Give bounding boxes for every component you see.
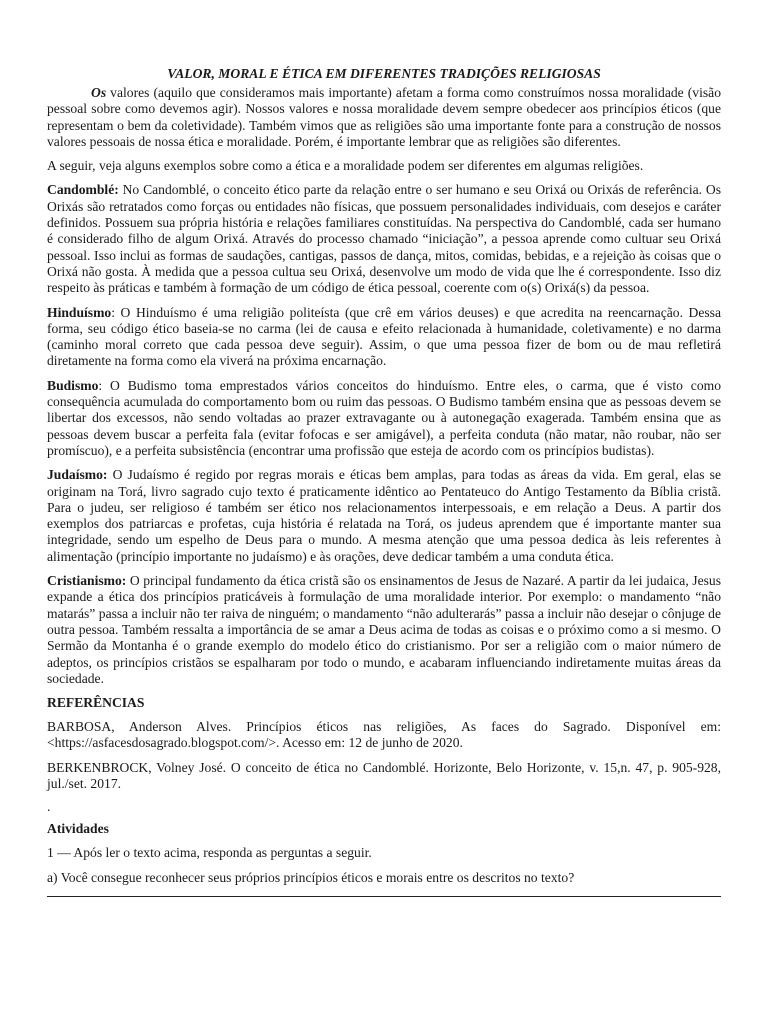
answer-line[interactable]: [47, 896, 721, 897]
intro-paragraph: [47, 85, 721, 150]
reference-item: BARBOSA, Anderson Alves. Princípios éticos nas religiões, As faces do Sagrado. Disponível em:<https://asfacesdosagrado.blogspot.com/>. Acesso em: 12 de junho de 2020.: [47, 719, 721, 751]
section-text-judaismo: O Judaísmo é regido por regras morais e éticas bem amplas, para todas as áreas da vida. Em geral, elas se originam na Torá, livro sagrado cujo texto é praticamente idêntico ao Pentateuco do Antigo Testamento da Bíblia cristã. Para o judeu, ser religioso é também ser ético nos relacionamentos interpessoais, e em relação a Deus. A partir dos exemplos dos patriarcas e profetas, cuja história é relatada na Torá, os judeus aprendem que é importante manter sua integridade, sendo um espelho de Deus para o mundo. A mesma atenção que uma pessoa dedica às leis referentes à alimentação (princípio importante no judaísmo) e às orações, deve dedicar também a uma conduta ética.: [47, 467, 721, 564]
section-heading-judaismo: Judaísmo:: [47, 467, 108, 483]
section-text-candomble: No Candomblé, o conceito ético parte da relação entre o ser humano e seu Orixá ou Orixás de referência. Os Orixás são retratados como forças ou entidades não físicas, que possuem personalidades individuais, com desejos e caráter definidos. Possuem sua própria história e relações familiares constituídas. Na perspectiva do Candomblé, cada ser humano é considerado filho de algum Orixá. Através do processo chamado “iniciação”, a pessoa aprende como cultuar seu Orixá pessoal. Isso inclui as formas de saudações, cantigas, passos de dança, mitos, comidas, bebidas, e a rejeição às coisas que o Orixá não gosta. À medida que a pessoa cultua seu Orixá, desenvolve um modo de vida que lhe é correspondente. Isso diz respeito às práticas e também à formação de um código de ética pessoal, coerente com o(s) Orixá(s) da pessoa.: [47, 182, 721, 296]
question-a: a) Você consegue reconhecer seus próprios princípios éticos e morais entre os descritos no texto?: [47, 869, 575, 885]
intro-text: valores (aquilo que consideramos mais importante) afetam a forma como construímos nossa moralidade (visão pessoal sobre como devemos agir). Nossos valores e nossa moralidade devem sempre obedecer aos princípios éticos (que representam o bem da coletividade). Também vimos que as religiões são uma importante fonte para a construção de nossos valores pessoais de nossa ética e moralidade. Porém, é importante lembrar que as religiões são diferentes.: [47, 85, 721, 149]
references-heading: REFERÊNCIAS: [47, 695, 145, 711]
section-judaismo: [47, 467, 721, 565]
section-budismo: [47, 378, 721, 459]
section-text-cristianismo: O principal fundamento da ética cristã são os ensinamentos de Jesus de Nazaré. A partir da lei judaica, Jesus expande a ética dos princípios praticáveis à formulação de uma moralidade interior. Por exemplo: o mandamento “não matarás” passa a incluir não ter raiva de ninguém; o mandamento “não adulterarás” passa a incluir não desejar o cônjuge de outra pessoa. Também ressalta a importância de se amar a Deus acima de todas as coisas e o próximo como a si mesmo. O Sermão da Montanha é o grande exemplo do modelo ético do cristianismo. Por ser a religião com o maior número de adeptos, os princípios cristãos se espalharam por todo o mundo, e acabaram influenciando indiretamente muitas áreas da sociedade.: [47, 573, 721, 686]
activity-intro: 1 — Após ler o texto acima, responda as perguntas a seguir.: [47, 845, 372, 861]
intro-lead-word: Os: [91, 85, 107, 100]
section-heading-candomble: Candomblé:: [47, 182, 119, 198]
section-hinduismo: [47, 305, 721, 370]
reference-item: BERKENBROCK, Volney José. O conceito de ética no Candomblé. Horizonte, Belo Horizonte, v. 15,n. 47, p. 905-928, jul./set. 2017.: [47, 759, 721, 791]
document-title: VALOR, MORAL E ÉTICA EM DIFERENTES TRADIÇÕES RELIGIOSAS: [167, 66, 601, 81]
section-text-budismo: : O Budismo toma emprestados vários conceitos do hinduísmo. Entre eles, o carma, que é visto como consequência acumulada do comportamento bom ou ruim das pessoas. O Budismo também ensina que as pessoas devem se libertar dos excessos, não sendo voltadas ao prazer extravagante ou à autonegação exagerada. Também ensina que as pessoas devem buscar a perfeita fala (evitar fofocas e ser amigável), a perfeita conduta (não matar, não roubar, não ser promíscuo), e a perfeita subsistência (encontrar uma profissão que esteja de acordo com os princípios budistas).: [47, 377, 721, 458]
section-text-hinduismo: : O Hinduísmo é uma religião politeísta (que crê em vários deuses) e que acredita na reencarnação. Dessa forma, seu código ético baseia-se no carma (lei de causa e efeito relacionada à humanidade, coletivamente) e no darma (caminho moral correto que cada pessoa deve seguir). Assim, o que uma pessoa fizer de bom ou de mau refletirá diretamente na forma como ela viverá na próxima encarnação.: [47, 304, 721, 369]
document-page: [47, 64, 721, 897]
section-heading-cristianismo: Cristianismo:: [47, 573, 127, 589]
section-heading-hinduismo: Hinduísmo: [47, 304, 112, 320]
lead-in-paragraph: A seguir, veja alguns exemplos sobre como a ética e a moralidade podem ser diferentes em algumas religiões.: [47, 158, 644, 174]
stray-period: .: [47, 799, 51, 815]
section-cristianismo: [47, 573, 721, 687]
activities-heading: Atividades: [47, 821, 109, 837]
section-heading-budismo: Budismo: [47, 377, 99, 393]
section-candomble: [47, 182, 721, 296]
